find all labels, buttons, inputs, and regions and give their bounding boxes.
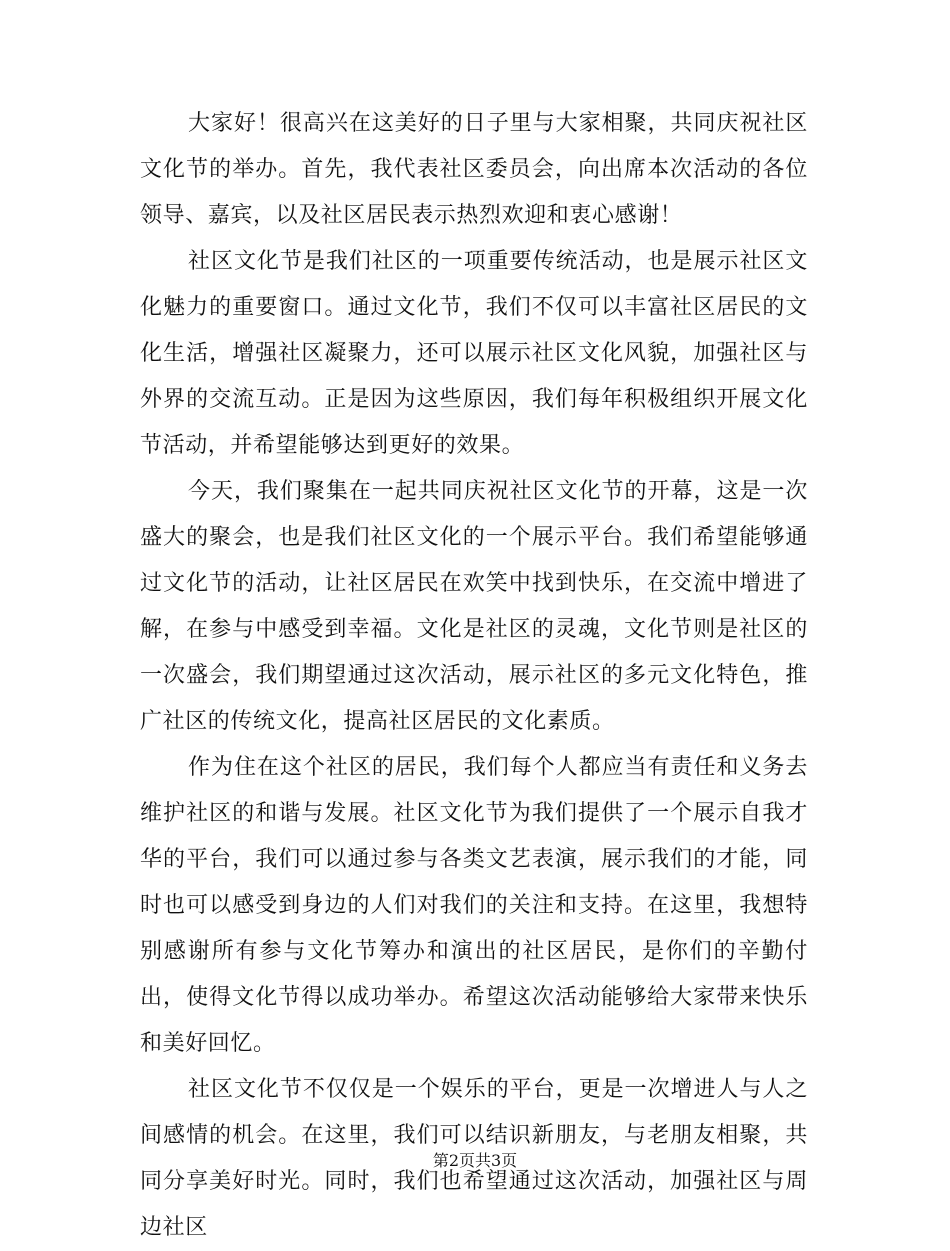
paragraph-2: 社区文化节是我们社区的一项重要传统活动，也是展示社区文化魅力的重要窗口。通过文化节，我们不仅可以丰富社区居民的文化生活，增强社区凝聚力，还可以展示社区文化风貌，加强社区与外界的交流互动。正是因为这些原因，我们每年积极组织开展文化节活动，并希望能够达到更好的效果。 — [140, 249, 808, 458]
paragraph-3: 今天，我们聚集在一起共同庆祝社区文化节的开幕，这是一次盛大的聚会，也是我们社区文化的一个展示平台。我们希望能够通过文化节的活动，让社区居民在欢笑中找到快乐，在交流中增进了解，在参与中感受到幸福。文化是社区的灵魂，文化节则是社区的一次盛会，我们期望通过这次活动，展示社区的多元文化特色，推广社区的传统文化，提高社区居民的文化素质。 — [140, 479, 808, 734]
document-body — [140, 101, 808, 1251]
paragraph-5: 社区文化节不仅仅是一个娱乐的平台，更是一次增进人与人之间感情的机会。在这里，我们可以结识新朋友，与老朋友相聚，共同分享美好时光。同时，我们也希望通过这次活动，加强社区与周边社区 — [140, 1077, 808, 1240]
paragraph-4: 作为住在这个社区的居民，我们每个人都应当有责任和义务去维护社区的和谐与发展。社区文化节为我们提供了一个展示自我才华的平台，我们可以通过参与各类文艺表演，展示我们的才能，同时也可以感受到身边的人们对我们的关注和支持。在这里，我想特别感谢所有参与文化节筹办和演出的社区居民，是你们的辛勤付出，使得文化节得以成功举办。希望这次活动能够给大家带来快乐和美好回忆。 — [140, 755, 808, 1056]
paragraph-1: 大家好！很高兴在这美好的日子里与大家相聚，共同庆祝社区文化节的举办。首先，我代表社区委员会，向出席本次活动的各位领导、嘉宾，以及社区居民表示热烈欢迎和衷心感谢！ — [140, 111, 808, 228]
page-number: 第2页共3页 — [432, 1151, 518, 1170]
